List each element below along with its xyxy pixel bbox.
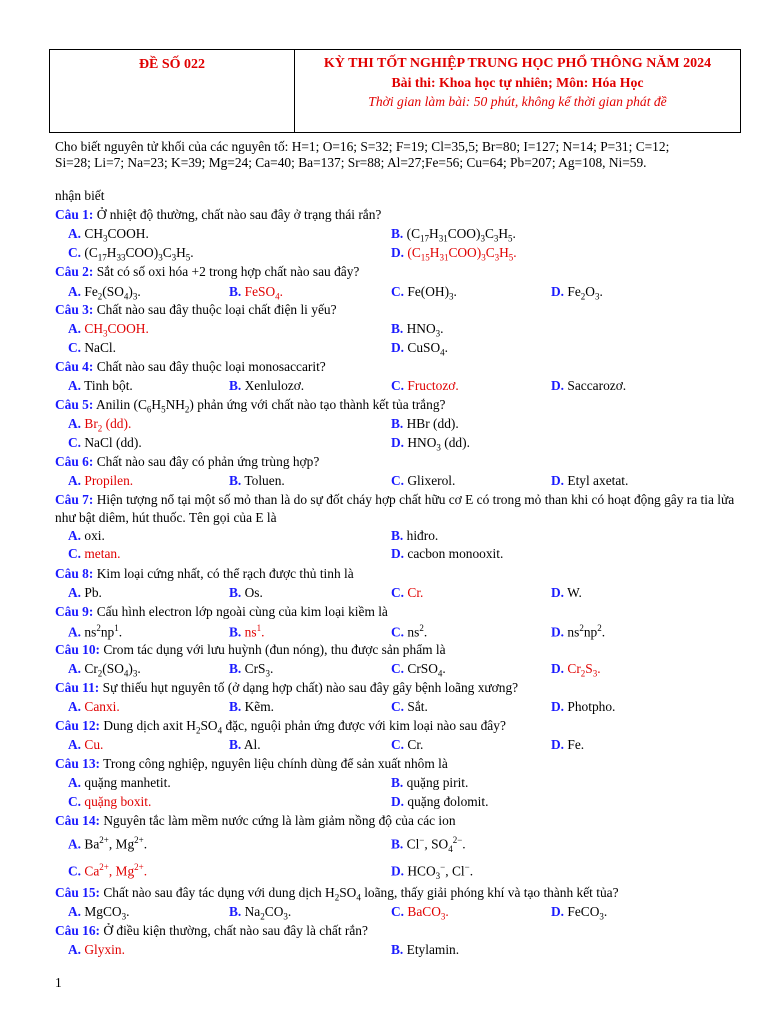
q11-option-b[interactable]: B. Kẽm. — [229, 699, 275, 714]
question-text: Sự thiếu hụt nguyên tố (ở dạng hợp chất) nào sau đây gây bệnh loãng xương? — [102, 680, 519, 695]
q4-option-d[interactable]: D. Saccarozơ. — [551, 378, 627, 393]
q13-option-d[interactable]: D. quặng đolomit. — [391, 794, 489, 809]
q1-option-a[interactable]: A. $CH_3COOH$. — [68, 226, 149, 244]
question-number: Câu 9: — [55, 604, 94, 619]
section-label: nhận biết — [55, 188, 105, 203]
question-number: Câu 11: — [55, 680, 100, 695]
q5-option-d[interactable]: D. $HNO_3$ (dd). — [391, 435, 470, 453]
q12-option-a[interactable]: A. Cu. — [68, 737, 104, 752]
question-text: Cấu hình electron lớp ngoài cùng của kim loại kiềm là — [96, 604, 388, 619]
q10-option-a[interactable]: A. $Cr_2(SO_4)_3$. — [68, 661, 141, 679]
exam-title-block — [295, 56, 740, 110]
q6-option-a[interactable]: A. Propilen. — [68, 473, 134, 488]
q13-option-c[interactable]: C. quặng boxit. — [68, 794, 152, 809]
q11-option-a[interactable]: A. Canxi. — [68, 699, 120, 714]
q8-option-a[interactable]: A. Pb. — [68, 585, 102, 600]
q15-option-b[interactable]: B. $Na_2CO_3$. — [229, 904, 292, 922]
q12-option-b[interactable]: B. Al. — [229, 737, 261, 752]
q1-option-c[interactable]: C. $(C_{17}H_{33}COO)_3C_3H_5$. — [68, 245, 194, 263]
q16-option-b[interactable]: B. Etylamin. — [391, 942, 460, 957]
q3-option-c[interactable]: C. NaCl. — [68, 340, 117, 355]
question-text: Chất nào sau đây tác dụng với dung dịch $H_2SO_4$ loãng, thấy giải phóng khí và tạo thành kết tủa? — [103, 885, 619, 903]
q6-option-b[interactable]: B. Toluen. — [229, 473, 285, 488]
question-number: Câu 6: — [55, 454, 94, 469]
question-1 — [55, 207, 381, 223]
q15-option-c[interactable]: C. BaCO$_3$. — [391, 904, 449, 922]
question-11 — [55, 680, 518, 696]
question-text: Chất nào sau đây có phản ứng trùng hợp? — [96, 454, 320, 469]
question-text: Chất nào sau đây thuộc loại chất điện li yếu? — [96, 302, 337, 317]
question-number: Câu 7: — [55, 492, 94, 507]
question-number: Câu 4: — [55, 359, 94, 374]
q16-option-a[interactable]: A. Glyxin. — [68, 942, 125, 957]
question-number: Câu 3: — [55, 302, 94, 317]
q1-option-b[interactable]: B. $(C_{17}H_{31}COO)_3C_3H_5$. — [391, 226, 516, 244]
question-text: Dung dịch axit $H_2SO_4$ đặc, nguội phản ứng được với kim loại nào sau đây? — [103, 718, 506, 736]
question-number: Câu 14: — [55, 813, 101, 828]
question-text: Hiện tượng nổ tại một số mỏ than là do sự đốt cháy hợp chất hữu cơ E có trong mỏ than khi có hoạt động gây ra tia lửa như bật diêm, hút thuốc. Tên gọi của E là — [55, 492, 735, 525]
question-number: Câu 13: — [55, 756, 101, 771]
q9-option-c[interactable]: C. $ns^2$. — [391, 623, 428, 640]
q3-option-b[interactable]: B. $HNO_3$. — [391, 321, 444, 339]
question-8 — [55, 566, 354, 582]
question-12 — [55, 718, 506, 736]
exam-time: Thời gian làm bài: 50 phút, không kể thời gian phát đề — [368, 94, 667, 109]
exam-subject: Bài thi: Khoa học tự nhiên; Môn: Hóa Học — [391, 75, 644, 90]
q7-option-d[interactable]: D. cacbon monooxit. — [391, 546, 504, 561]
question-text: Chất nào sau đây thuộc loại monosaccarit? — [96, 359, 326, 374]
q6-option-c[interactable]: C. Glixerol. — [391, 473, 456, 488]
question-number: Câu 8: — [55, 566, 94, 581]
q14-option-b[interactable]: B. Cl−, $SO_4^{2-}$. — [391, 835, 466, 855]
question-6 — [55, 454, 319, 470]
q14-option-c[interactable]: C. $Ca^{2+}$, $Mg^{2+}$. — [68, 862, 148, 879]
question-9 — [55, 604, 388, 620]
question-text: Ở điều kiện thường, chất nào sau đây là chất rắn? — [103, 923, 368, 938]
question-4 — [55, 359, 326, 375]
q14-option-a[interactable]: A. $Ba^{2+}$, $Mg^{2+}$. — [68, 835, 148, 852]
q8-option-c[interactable]: C. Cr. — [391, 585, 424, 600]
question-text: Trong công nghiệp, nguyên liệu chính dùng để sản xuất nhôm là — [103, 756, 448, 771]
q4-option-b[interactable]: B. Xenlulozơ. — [229, 378, 305, 393]
q2-option-c[interactable]: C. $Fe(OH)_3$. — [391, 284, 457, 302]
page-number: 1 — [55, 975, 62, 990]
question-13 — [55, 756, 448, 772]
exam-header — [49, 49, 741, 133]
question-5 — [55, 397, 445, 415]
question-number: Câu 5: — [55, 397, 94, 412]
q8-option-d[interactable]: D. W. — [551, 585, 582, 600]
q14-option-d[interactable]: D. $HCO_3^-$, Cl−. — [391, 862, 474, 882]
question-14 — [55, 813, 456, 829]
question-number: Câu 1: — [55, 207, 94, 222]
q10-option-c[interactable]: C. CrSO$_4$. — [391, 661, 446, 679]
q12-option-d[interactable]: D. Fe. — [551, 737, 585, 752]
question-text: Crom tác dụng với lưu huỳnh (đun nóng), thu được sản phẩm là — [103, 642, 446, 657]
q13-option-b[interactable]: B. quặng pirit. — [391, 775, 469, 790]
question-3 — [55, 302, 337, 318]
question-16 — [55, 923, 368, 939]
question-number: Câu 2: — [55, 264, 94, 279]
q6-option-d[interactable]: D. Etyl axetat. — [551, 473, 629, 488]
q7-option-b[interactable]: B. hiđro. — [391, 528, 439, 543]
q5-option-c[interactable]: C. NaCl (dd). — [68, 435, 142, 450]
question-number: Câu 10: — [55, 642, 101, 657]
q11-option-d[interactable]: D. Photpho. — [551, 699, 616, 714]
q1-option-d[interactable]: D. $(C_{15}H_{31}COO)_3C_3H_5$. — [391, 245, 517, 263]
q3-option-d[interactable]: D. CuSO$_4$. — [391, 340, 448, 358]
atomic-masses-line-2: Si=28; Li=7; Na=23; K=39; Mg=24; Ca=40; Ba=137; Sr=88; Al=27;Fe=56; Cu=64; Pb=207; Ag=108, Ni=59. — [55, 155, 647, 170]
q3-option-a[interactable]: A. $CH_3COOH$. — [68, 321, 149, 339]
q7-option-c[interactable]: C. metan. — [68, 546, 121, 561]
question-text: Sắt có số oxi hóa +2 trong hợp chất nào sau đây? — [96, 264, 360, 279]
q2-option-a[interactable]: A. $Fe_2(SO_4)_3$. — [68, 284, 141, 302]
question-10 — [55, 642, 446, 658]
q9-option-b[interactable]: B. $ns^1$. — [229, 623, 265, 640]
question-text: Nguyên tắc làm mềm nước cứng là làm giảm nồng độ của các ion — [103, 813, 456, 828]
question-number: Câu 12: — [55, 718, 101, 733]
q15-option-a[interactable]: A. MgCO$_3$. — [68, 904, 130, 922]
question-number: Câu 16: — [55, 923, 101, 938]
q5-option-a[interactable]: A. $Br_2$ (dd). — [68, 416, 132, 434]
q4-option-c[interactable]: C. Fructozơ. — [391, 378, 459, 393]
q2-option-b[interactable]: B. FeSO$_4$. — [229, 284, 284, 302]
q10-option-d[interactable]: D. $Cr_2S_3$. — [551, 661, 601, 679]
question-number: Câu 15: — [55, 885, 101, 900]
q12-option-c[interactable]: C. Cr. — [391, 737, 424, 752]
q4-option-a[interactable]: A. Tinh bột. — [68, 378, 133, 393]
q5-option-b[interactable]: B. HBr (dd). — [391, 416, 459, 431]
question-text: Kim loại cứng nhất, có thể rạch được thủ tinh là — [96, 566, 354, 581]
exam-code: ĐỀ SỐ 022 — [138, 57, 206, 72]
q10-option-b[interactable]: B. CrS$_3$. — [229, 661, 274, 679]
q9-option-a[interactable]: A. $ns^2np^1$. — [68, 623, 123, 640]
question-15 — [55, 885, 619, 903]
question-7 — [55, 491, 735, 527]
atomic-masses-line-1: Cho biết nguyên tử khối của các nguyên tố: H=1; O=16; S=32; F=19; Cl=35,5; Br=80; I=127; N=14; P=31; C=12; — [55, 139, 670, 154]
question-2 — [55, 264, 359, 280]
q9-option-d[interactable]: D. $ns^2np^2$. — [551, 623, 606, 640]
question-text: Anilin $(C_6H_5NH_2)$ phản ứng với chất nào tạo thành kết tủa trắng? — [95, 397, 446, 415]
q7-option-a[interactable]: A. oxi. — [68, 528, 105, 543]
exam-title: KỲ THI TỐT NGHIỆP TRUNG HỌC PHỔ THÔNG NĂM 2024 — [323, 56, 712, 71]
q13-option-a[interactable]: A. quặng manhetit. — [68, 775, 171, 790]
q11-option-c[interactable]: C. Sắt. — [391, 699, 428, 714]
q8-option-b[interactable]: B. Os. — [229, 585, 263, 600]
q2-option-d[interactable]: D. $Fe_2O_3$. — [551, 284, 603, 302]
question-text: Ở nhiệt độ thường, chất nào sau đây ở trạng thái rắn? — [96, 207, 382, 222]
q15-option-d[interactable]: D. FeCO$_3$. — [551, 904, 608, 922]
